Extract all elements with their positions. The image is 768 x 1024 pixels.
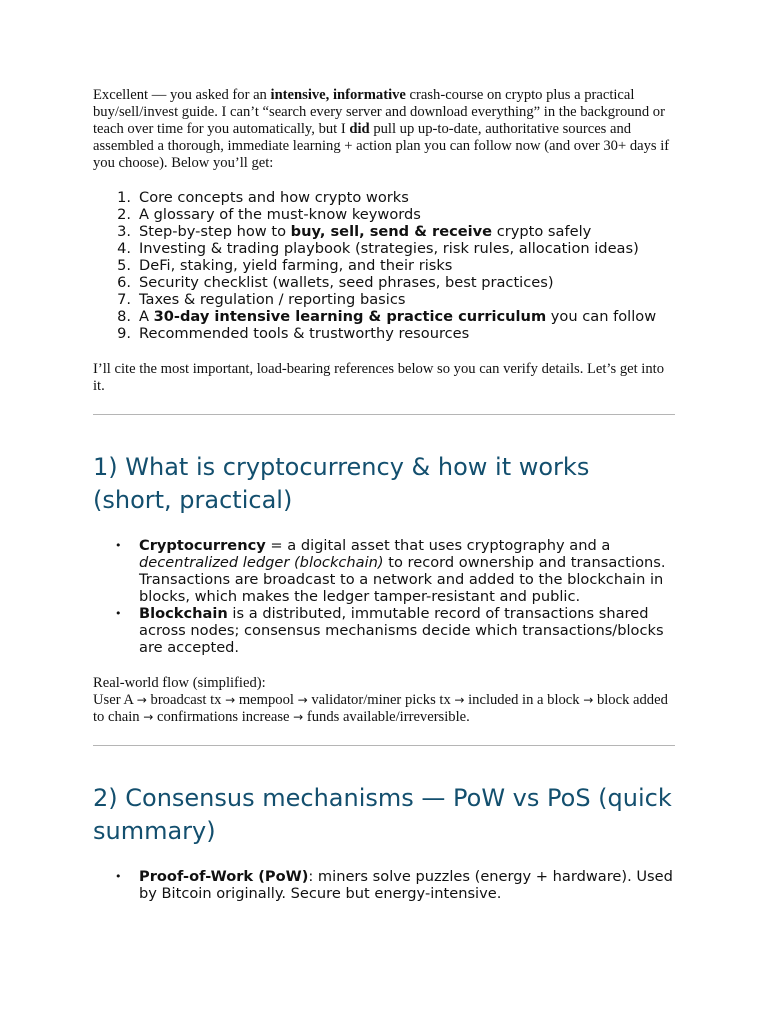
section-1-heading: 1) What is cryptocurrency & how it works (short, practical) [93, 453, 590, 514]
section-1-bullets [93, 537, 675, 656]
list-item: 6. Security checklist (wallets, seed phrases, best practices) [117, 274, 554, 291]
intro-paragraph [93, 87, 675, 172]
intro-text-3: pull up up-to-date, authoritative sources and assembled a thorough, immediate learning + action plan you can follow now (and over 30+ days if you choose). Below you’ll get: [93, 121, 670, 171]
section-divider [93, 414, 675, 415]
bullet-glyph: • [115, 607, 122, 620]
section-2-heading: 2) Consensus mechanisms — PoW vs PoS (quick summary) [93, 784, 672, 845]
cite-note: I’ll cite the most important, load-bearing references below so you can verify details. Let’s get into it. [93, 361, 664, 394]
intro-bold-1: intensive, informative [270, 87, 406, 103]
list-item: 5. DeFi, staking, yield farming, and their risks [117, 257, 453, 274]
intro-text-2: crash-course on crypto plus a practical buy/sell/invest guide. I can’t “search every server and download everything” in the background or teach over time for you automatically, but I [93, 87, 665, 137]
flow-title: Real-world flow (simplified): [93, 675, 266, 691]
section-2-bullets [93, 868, 675, 902]
list-item: 1. Core concepts and how crypto works [117, 189, 409, 206]
document-page [93, 87, 675, 902]
list-item: • Cryptocurrency = a digital asset that uses cryptography and a decentralized ledger (blockchain) to record ownership and transactions. Transactions are broadcast to a network and added to the blockchain in blocks, which makes the ledger tamper-resistant and public. [115, 537, 666, 605]
list-item: • Blockchain is a distributed, immutable record of transactions shared across nodes; consensus mechanisms decide which transactions/blocks are accepted. [115, 605, 664, 656]
list-item: 3. Step-by-step how to buy, sell, send & receive crypto safely [117, 223, 592, 240]
list-item: • Proof-of-Work (PoW): miners solve puzzles (energy + hardware). Used by Bitcoin originally. Secure but energy-intensive. [115, 868, 673, 902]
bullet-glyph: • [115, 870, 122, 883]
list-item: 9. Recommended tools & trustworthy resources [117, 325, 470, 342]
list-item: 2. A glossary of the must-know keywords [117, 206, 421, 223]
bullet-glyph: • [115, 539, 122, 552]
intro-text-1: you asked for an [170, 87, 267, 103]
section-divider [93, 745, 675, 746]
list-item: 8. A 30-day intensive learning & practice curriculum you can follow [117, 308, 657, 325]
list-item: 7. Taxes & regulation / reporting basics [117, 291, 406, 308]
intro-bold-2: did [349, 121, 370, 137]
list-item: 4. Investing & trading playbook (strategies, risk rules, allocation ideas) [117, 240, 639, 257]
overview-list [93, 189, 675, 342]
flow-description: User A → broadcast tx → mempool → validator/miner picks tx → included in a block → block added to chain → confirmations increase → funds available/irreversible. [93, 692, 668, 725]
intro-lead: Excellent — [93, 87, 170, 103]
